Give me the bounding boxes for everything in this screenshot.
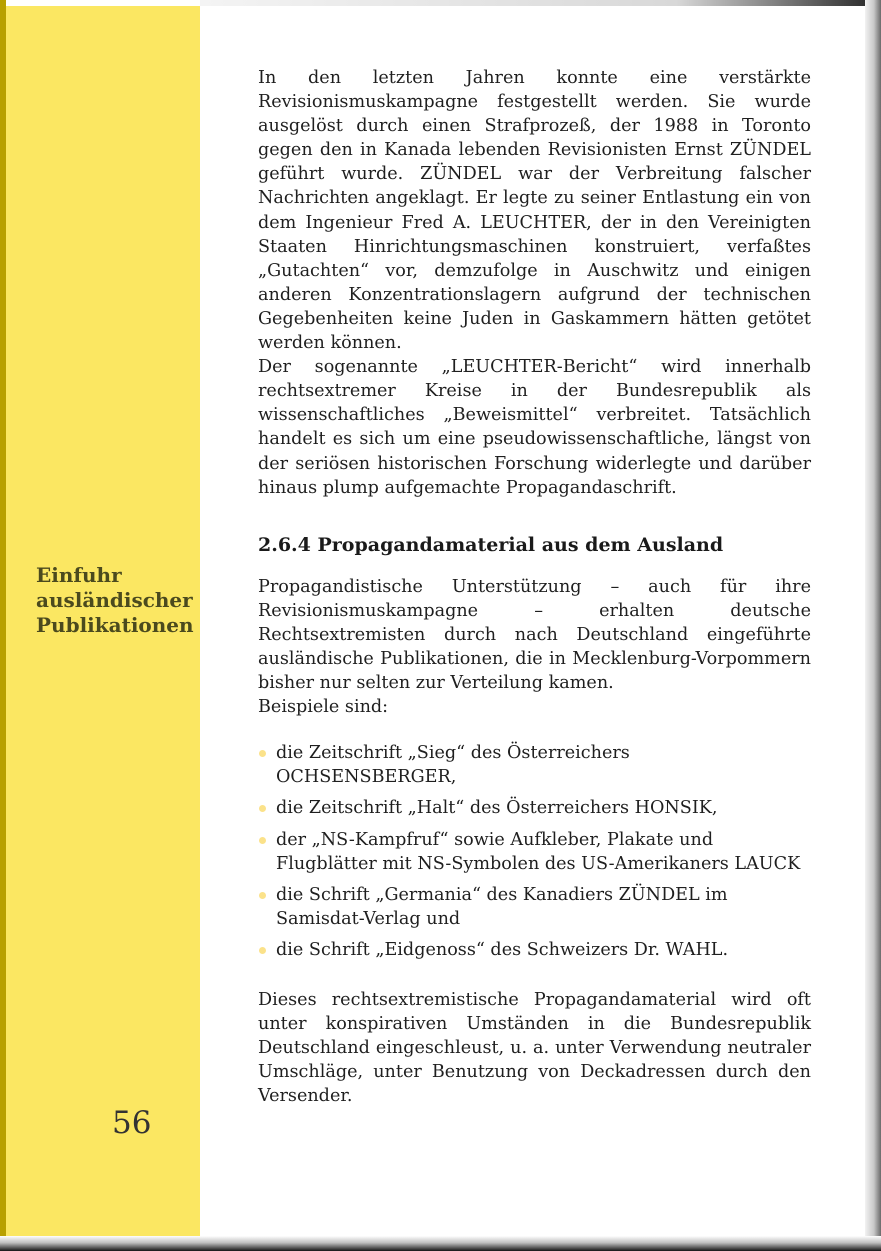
examples-list bbox=[258, 741, 811, 962]
page-number: 56 bbox=[112, 1105, 152, 1141]
bullet-dot-icon bbox=[259, 837, 266, 844]
list-item: die Schrift „Germania“ des Kanadiers ZÜNDEL im Samisdat-Verlag und bbox=[258, 883, 811, 931]
page-right-edge bbox=[865, 0, 881, 1251]
bullet-dot-icon bbox=[259, 805, 266, 812]
paragraph-2: Der sogenannte „LEUCHTER-Bericht“ wird innerhalb rechtsextremer Kreise in der Bundesrepublik als wissenschaftliches „Beweismittel“ verbreitet. Tatsächlich handelt es sich um eine pseudowissenschaftliche, längst von der seriösen historischen Forschung widerlegte und darüber hinaus plump aufgemachte Propagandaschrift. bbox=[258, 357, 811, 498]
examples-intro: Beispiele sind: bbox=[258, 697, 389, 718]
list-item: die Zeitschrift „Halt“ des Österreichers HONSIK, bbox=[258, 796, 811, 820]
paragraph-1: In den letzten Jahren konnte eine verstärkte Revisionismuskampagne festgestellt werden. Sie wurde ausgelöst durch einen Strafprozeß, der 1988 in Toronto gegen den in Kanada lebenden Revisionisten Ernst ZÜNDEL geführt wurde. ZÜNDEL war der Verbreitung falscher Nachrichten angeklagt. Er legte zu seiner Entlastung ein von dem Ingenieur Fred A. LEUCHTER, der in den Vereinigten Staaten Hinrichtungsmaschinen konstruiert, verfaßtes „Gutachten“ vor, demzufolge in Auschwitz und einigen anderen Konzentrationslagern aufgrund der technischen Gegebenheiten keine Juden in Gaskammern hätten getötet werden können. bbox=[258, 68, 811, 354]
page-top-edge bbox=[200, 0, 881, 6]
list-item: der „NS-Kampfruf“ sowie Aufkleber, Plakate und Flugblätter mit NS-Symbolen des US-Amerikaners LAUCK bbox=[258, 828, 811, 876]
paragraph-3: Propagandistische Unterstützung – auch für ihre Revisionismuskampagne – erhalten deutsche Rechtsextremisten durch nach Deutschland eingeführte ausländische Publikationen, die in Mecklenburg-Vorpommern bisher nur selten zur Verteilung kamen. bbox=[258, 576, 811, 694]
list-item: die Schrift „Eidgenoss“ des Schweizers Dr. WAHL. bbox=[258, 938, 811, 962]
section-heading: 2.6.4 Propagandamaterial aus dem Ausland bbox=[258, 533, 724, 556]
bullet-dot-icon bbox=[259, 947, 266, 954]
list-item: die Zeitschrift „Sieg“ des Österreichers OCHSENSBERGER, bbox=[258, 741, 811, 789]
paragraph-4: Dieses rechtsextremistische Propagandamaterial wird oft unter konspirativen Umständen in die Bundesrepublik Deutschland eingeschleust, u. a. unter Verwendung neutraler Umschläge, unter Benutzung von Deckadressen durch den Versender. bbox=[258, 990, 811, 1107]
margin-note: Einfuhr ausländischer Publikationen bbox=[36, 563, 194, 637]
main-text bbox=[258, 66, 811, 1108]
bullet-dot-icon bbox=[259, 892, 266, 899]
page-bottom-edge bbox=[0, 1236, 881, 1251]
bullet-dot-icon bbox=[259, 750, 266, 757]
